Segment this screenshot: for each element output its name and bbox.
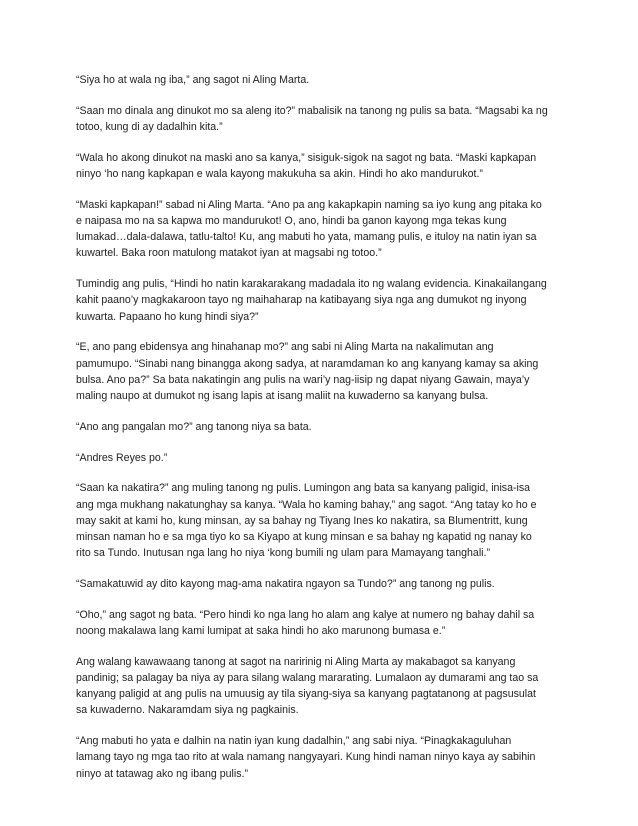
paragraph-3 <box>76 150 572 182</box>
text-line: Ang walang kawawaang tanong at sagot na naririnig ni Aling Marta ay makabagot sa kanyang <box>76 655 516 668</box>
text-line: sa kuwaderno. Nakaramdam siya ng pagkainis. <box>76 704 299 717</box>
text-line: kuwarta. Papaano ho kung hindi siya?” <box>76 310 259 323</box>
text-line: “Samakatuwid ay dito kayong mag-ama nakatira ngayon sa Tundo?” ang tanong ng pulis. <box>76 578 495 591</box>
text-line: kanyang paligid at ang pulis na umuusig ay tila siyang-siya sa kanyang pagtatanong at pagsusulat <box>76 688 536 701</box>
text-line: pandinig; sa palagay ba niya ay para silang walang mararating. Lumalaon ay dumarami ang tao sa <box>76 672 539 685</box>
text-line: lamang tayo ng mga tao rito at wala namang nangyayari. Kung hindi naman ninyo kaya ay sabihin <box>76 751 536 764</box>
text-line: “E, ano pang ebidensya ang hinahanap mo?” ang sabi ni Aling Marta na nakalimutan ang <box>76 341 494 354</box>
paragraph-8 <box>76 450 572 466</box>
paragraph-11 <box>76 607 572 639</box>
document-page <box>76 72 572 796</box>
text-line: “Ano ang pangalan mo?” ang tanong niya sa bata. <box>76 420 312 433</box>
paragraph-6 <box>76 339 572 404</box>
text-line: noong makalawa lang kami lumipat at saka hindi ho ako marunong bumasa e.” <box>76 625 446 638</box>
text-line: “Wala ho akong dinukot na maski ano sa kanya,” sisiguk-sigok na sagot ng bata. “Maski kapkapan <box>76 151 537 164</box>
text-line: Tumindig ang pulis, “Hindi ho natin karakarakang madadala ito ng walang evidencia. Kinakailangang <box>76 278 547 291</box>
text-line: minsan naman ho e sa mga tiyo ko sa Kiyapo at kung minsan e sa bahay ng kapatid ng nanay ko <box>76 531 532 544</box>
paragraph-5 <box>76 276 572 325</box>
paragraph-10 <box>76 576 572 592</box>
text-line: pamumupo. “Sinabi nang binangga akong sadya, at naramdaman ko ang kanyang kamay sa aking <box>76 357 539 370</box>
paragraph-7 <box>76 419 572 435</box>
text-line: rito sa Tundo. Inutusan nga lang ho niya ‘kong bumili ng ulam para Mamayang tanghali.” <box>76 547 490 560</box>
text-line: ninyo ‘ho nang kapkapan e wala kayong makukuha sa akin. Hindi ho ako mandurukot.” <box>76 168 483 180</box>
text-line: “Oho,” ang sagot ng bata. “Pero hindi ko nga lang ho alam ang kalye at numero ng bahay dahil sa <box>76 608 535 621</box>
paragraph-13 <box>76 733 572 782</box>
paragraph-9 <box>76 480 572 561</box>
text-line: “Saan ka nakatira?” ang muling tanong ng pulis. Lumingon ang bata sa kanyang paligid, inisa-isa <box>76 482 531 495</box>
text-line: totoo, kung di ay dadalhin kita.” <box>76 121 223 133</box>
text-line: e naipasa mo na sa kapwa mo mandurukot! O, ano, hindi ba ganon kayong mga tekas kung <box>76 215 507 227</box>
paragraph-4 <box>76 197 572 262</box>
paragraph-2 <box>76 103 572 135</box>
text-line: “Ang mabuti ho yata e dalhin na natin iyan kung dadalhin,” ang sabi niya. “Pinagkakaguluhan <box>76 735 512 748</box>
text-line: “Siya ho at wala ng iba,” ang sagot ni Aling Marta. <box>76 74 310 86</box>
text-line: kuwartel. Baka roon matulong matakot iyan at magsabi ng totoo.” <box>76 247 382 260</box>
paragraph-1 <box>76 72 572 88</box>
text-line: ninyo at tatawag ako ng ibang pulis.” <box>76 767 248 780</box>
text-line: lumakad…dala-dalawa, tatlu-talto! Ku, ang mabuti ho yata, mamang pulis, e ituloy na natin iyan sa <box>76 231 537 244</box>
paragraph-12 <box>76 654 572 719</box>
text-line: kahit paano’y magkakaroon tayo ng maihaharap na katibayang siya nga ang dumukot ng inyong <box>76 294 527 307</box>
text-line: “Andres Reyes po.” <box>76 451 168 464</box>
text-line: may sakit at kami ho, kung minsan, ay sa bahay ng Tiyang Ines ko nakatira, sa Blumentritt, kung <box>76 514 528 527</box>
text-line: “Maski kapkapan!” sabad ni Aling Marta. “Ano pa ang kakapkapin naming sa iyo kung ang pitaka ko <box>76 198 542 211</box>
text-line: maling naupo at dumukot ng isang lapis at isang maliit na kuwaderno sa kanyang bulsa. <box>76 390 489 403</box>
text-line: ang mga mukhang nakatunghay sa kanya. “Wala ho kaming bahay,” ang sagot. “Ang tatay ko ho e <box>76 498 537 511</box>
text-line: “Saan mo dinala ang dinukot mo sa aleng ito?” mabalisik na tanong ng pulis sa bata. “Magsabi ka ng <box>76 104 548 117</box>
text-line: bulsa. Ano pa?” Sa bata nakatingin ang pulis na wari’y nag-iisip ng dapat niyang Gawain, maya’y <box>76 373 530 386</box>
